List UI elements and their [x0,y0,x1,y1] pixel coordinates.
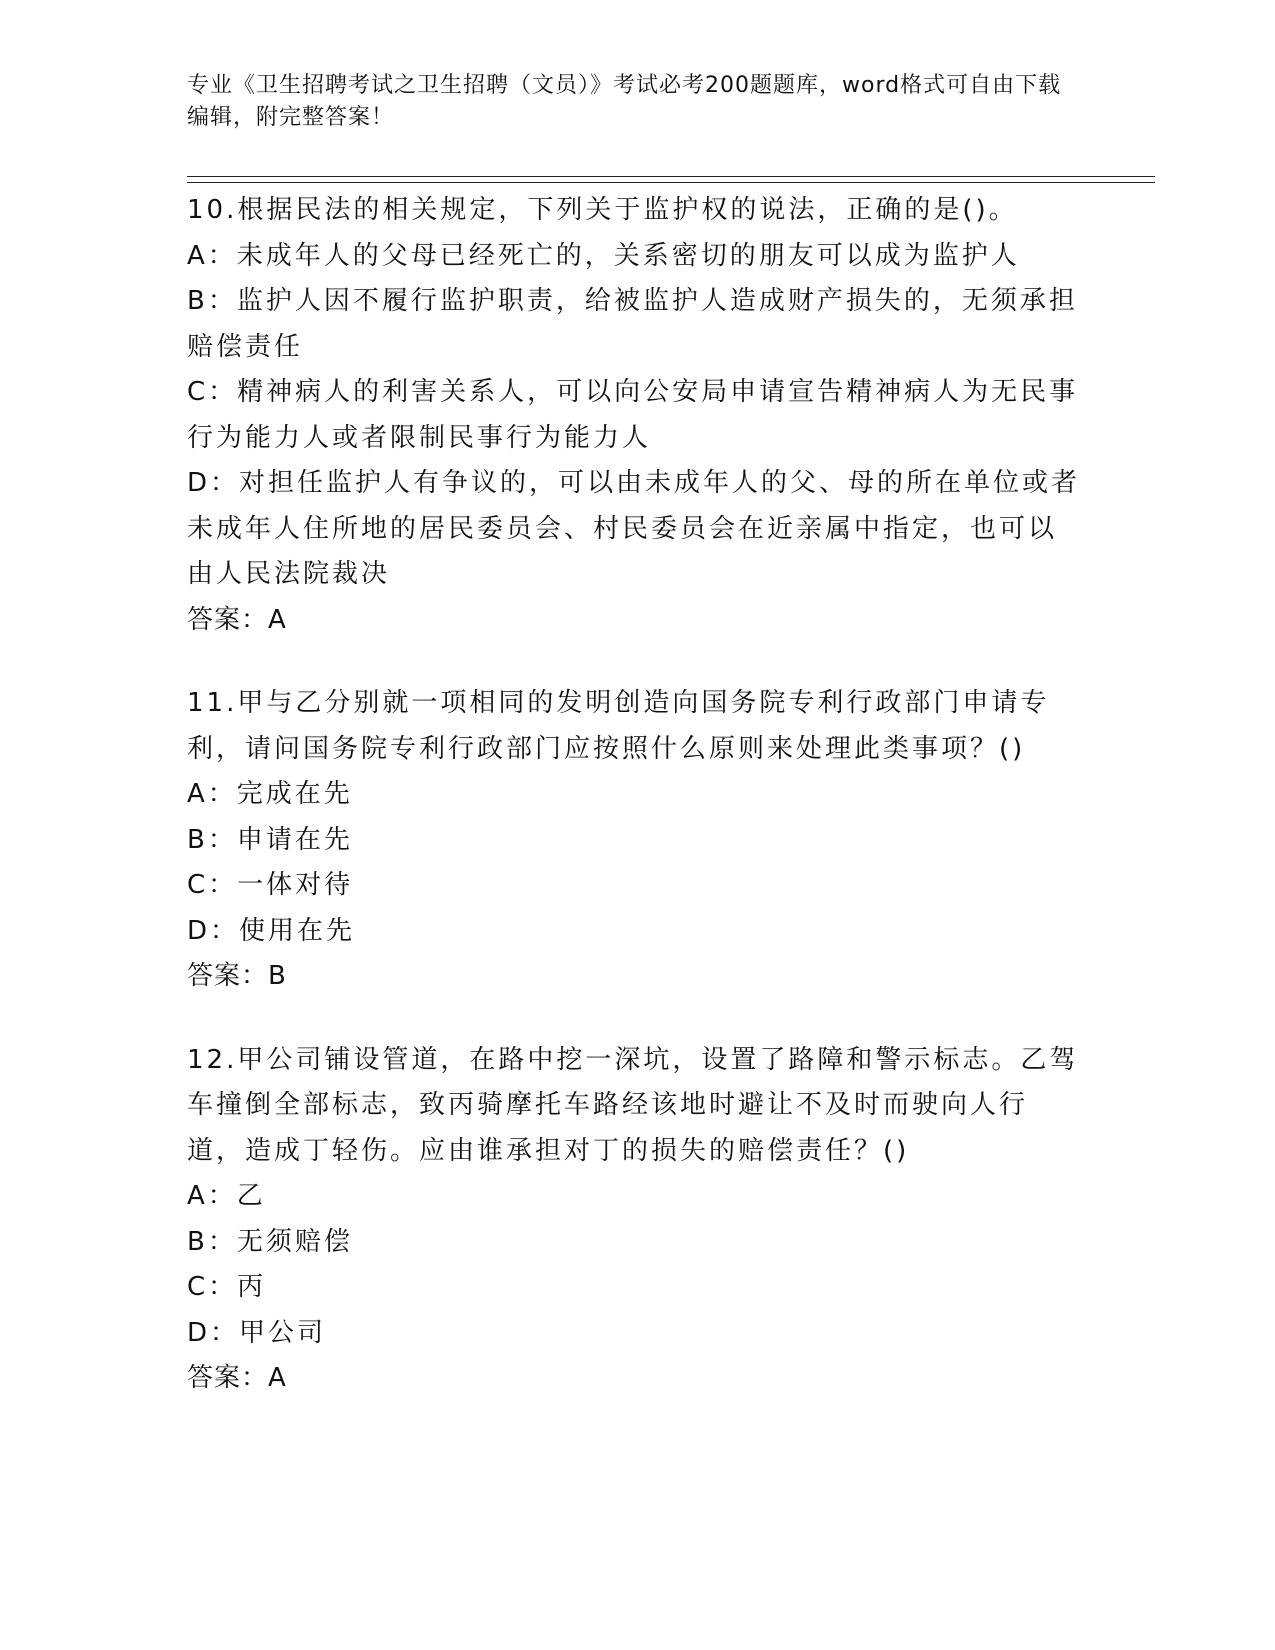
option-d: D：使用在先 [187,915,356,946]
option-a: A：乙 [187,1181,266,1211]
option-d: D：对担任监护人有争议的，可以由未成年人的父、母的所在单位或者未成年人住所地的居民委员会、村民委员会在近亲属中指定，也可以由人民法院裁决 [187,468,1081,589]
answer: 答案：A [187,604,287,635]
option-d: D：甲公司 [187,1317,327,1348]
header-rule-top [187,176,1155,177]
document-header: 专业《卫生招聘考试之卫生招聘（文员）》考试必考200题题库，word格式可自由下载编辑，附完整答案！ [187,73,1062,130]
option-a: A：未成年人的父母已经死亡的，关系密切的朋友可以成为监护人 [187,240,1020,271]
answer: 答案：A [187,1363,287,1393]
option-a: A：完成在先 [187,779,353,809]
option-b: B：申请在先 [187,824,353,855]
question-11 [187,681,1082,1000]
question-stem: 10.根据民法的相关规定，下列关于监护权的说法，正确的是()。 [187,195,1018,225]
option-b: B：监护人因不履行监护职责，给被监护人造成财产损失的，无须承担赔偿责任 [187,286,1078,362]
question-12 [187,1038,1082,1402]
option-c: C：丙 [187,1272,267,1302]
question-10 [187,188,1082,643]
option-c: C：一体对待 [187,870,354,900]
question-stem: 11.甲与乙分别就一项相同的发明创造向国务院专利行政部门申请专利，请问国务院专利行政部门应按照什么原则来处理此类事项？() [187,688,1050,764]
header-rule-bottom [187,182,1155,183]
option-b: B：无须赔偿 [187,1226,353,1257]
option-c: C：精神病人的利害关系人，可以向公安局申请宣告精神病人为无民事行为能力人或者限制民事行为能力人 [187,377,1079,453]
question-stem: 12.甲公司铺设管道，在路中挖一深坑，设置了路障和警示标志。乙驾车撞倒全部标志，致丙骑摩托车路经该地时避让不及时而驶向人行道，造成丁轻伤。应由谁承担对丁的损失的赔偿责任？() [187,1044,1079,1166]
answer: 答案：B [187,961,287,991]
question-list [187,188,1082,1440]
